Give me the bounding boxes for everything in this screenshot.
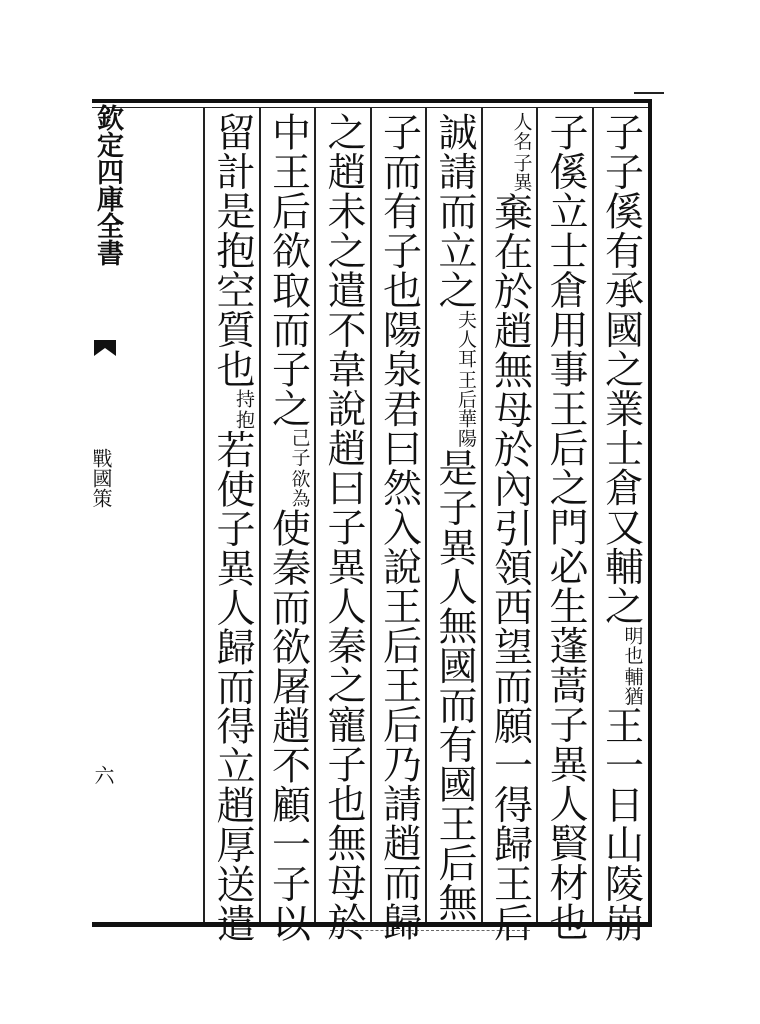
text-column bbox=[487, 112, 533, 943]
main-text: 子而有子也陽泉君曰然入說王后王后乃請趙而歸 bbox=[376, 112, 422, 942]
text-column bbox=[376, 112, 422, 942]
annotation-note bbox=[290, 428, 310, 508]
frame-top-border bbox=[92, 99, 652, 103]
annotation-line: 持 bbox=[233, 388, 255, 408]
main-text: 使秦而欲屠趙不顧一子以 bbox=[265, 508, 311, 943]
annotation-line: 子異 bbox=[510, 153, 533, 192]
column-rule bbox=[536, 107, 538, 922]
margin-page-number: 六 bbox=[91, 765, 115, 785]
annotation-note bbox=[234, 389, 254, 430]
top-edge-mark bbox=[634, 92, 664, 94]
main-text: 是子異人無國而有國王后無 bbox=[432, 448, 477, 922]
main-text: 棄在於趙無母於內引領西望而願一得歸王后 bbox=[487, 192, 533, 943]
text-column bbox=[432, 112, 476, 920]
margin-title: 欽定四庫全書 bbox=[92, 104, 123, 266]
column-rule bbox=[592, 107, 594, 922]
column-rule bbox=[481, 107, 483, 922]
text-column bbox=[210, 112, 255, 943]
annotation-line: 明也 bbox=[621, 625, 644, 665]
column-rule bbox=[314, 107, 316, 922]
text-column bbox=[598, 112, 644, 943]
annotation-line: 欲為 bbox=[288, 469, 311, 508]
margin-rule bbox=[203, 107, 205, 922]
margin-chapter: 戰國策 bbox=[89, 448, 113, 508]
text-column bbox=[265, 112, 311, 943]
main-text: 子子傒有承國之業士倉又輔之 bbox=[598, 112, 644, 626]
annotation-note bbox=[512, 112, 532, 192]
annotation-line: 己子 bbox=[288, 428, 311, 467]
main-text: 子傒立士倉用事王后之門必生蓬蒿子異人賢材也 bbox=[543, 112, 588, 942]
annotation-line: 王后華陽 bbox=[455, 370, 477, 448]
main-text: 中王后欲取而子之 bbox=[265, 112, 311, 428]
main-text: 王一日山陵崩 bbox=[598, 705, 644, 943]
frame-top-inner-border bbox=[92, 107, 652, 108]
main-text: 若使子異人歸而得立趙厚送遣 bbox=[210, 429, 255, 943]
column-rule bbox=[370, 107, 372, 922]
annotation-line: 夫人耳 bbox=[455, 309, 477, 368]
text-column bbox=[543, 112, 588, 942]
fish-tail-mark-icon bbox=[92, 338, 118, 358]
text-column bbox=[321, 112, 366, 942]
frame-right-border bbox=[648, 99, 652, 927]
annotation-line: 輔猶 bbox=[621, 666, 644, 706]
column-rule bbox=[425, 107, 427, 922]
annotation-line: 人名 bbox=[510, 112, 533, 151]
annotation-note bbox=[623, 626, 643, 706]
main-text: 留計是抱空質也 bbox=[210, 112, 255, 389]
main-text: 誠請而立之 bbox=[432, 112, 477, 310]
main-text: 之趙未之遣不韋說趙曰子異人秦之寵子也無母於 bbox=[321, 112, 366, 942]
annotation-note bbox=[456, 310, 476, 449]
column-rule bbox=[259, 107, 261, 922]
annotation-line: 抱 bbox=[233, 410, 255, 430]
